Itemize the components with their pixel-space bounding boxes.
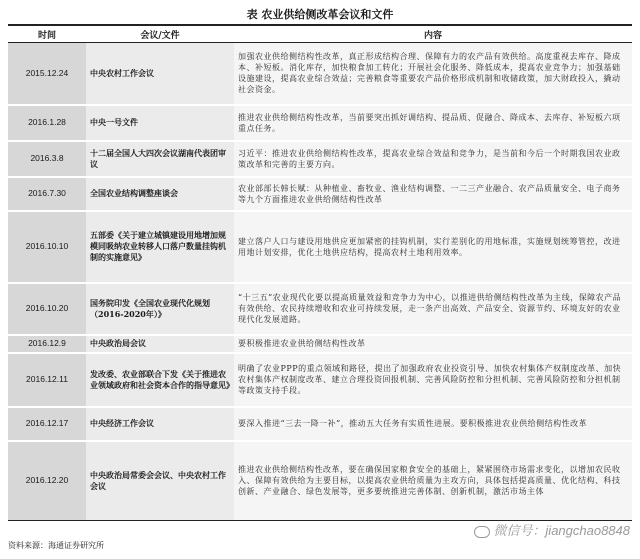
table-row [8,105,632,141]
content-cell: “十三五”农业现代化要以提高质量效益和竞争力为中心，以推进供给侧结构性改革为主线，保障农产品有效供给、农民持续增收和农业可持续发展，走一条产出高效、产品安全、资源节约、环境友好的农业现代化发展道路。 [234,283,632,335]
source-note: 资料来源：海通证券研究所 [8,541,104,550]
date-cell: 2016.1.28 [8,105,86,141]
meeting-cell: 国务院印发《全国农业现代化规划（2016-2020年）》 [86,283,234,335]
content-cell: 明确了农业PPP的重点领域和路径，提出了加强政府农业投资引导、加快农村集体产权制度改革、加快农村集体产权制度改革、建立合理投资回报机制、完善风险防控和分担机制、完善风险防控和分担机制等政策支持手段。 [234,353,632,407]
wechat-icon [474,526,490,538]
meeting-cell: 中央农村工作会议 [86,43,234,105]
table-title: 表 农业供给侧改革会议和文件 [246,8,394,21]
watermark [474,520,630,539]
date-cell: 2015.12.24 [8,43,86,105]
table-row [8,441,632,521]
content-cell: 要积极推进农业供给侧结构性改革 [234,335,632,353]
date-cell: 2016.12.9 [8,335,86,353]
content-cell: 习近平：推进农业供给侧结构性改革，提高农业综合效益和竞争力，是当前和今后一个时期我国农业政策改革和完善的主要方向。 [234,141,632,177]
header-date: 时间 [8,25,86,43]
header-meeting: 会议/文件 [86,25,234,43]
watermark-text: 微信号：jiangchao8848 [493,523,630,538]
table-row [8,211,632,283]
meeting-cell: 全国农业结构调整座谈会 [86,177,234,211]
meeting-cell: 五部委《关于建立城镇建设用地增加规模同吸纳农业转移人口落户数量挂钩机制的实施意见》 [86,211,234,283]
meeting-cell: 十二届全国人大四次会议湖南代表团审议 [86,141,234,177]
header-row [8,25,632,43]
header-content: 内容 [234,25,632,43]
date-cell: 2016.12.11 [8,353,86,407]
meeting-cell: 中央经济工作会议 [86,407,234,441]
policy-table [8,24,632,521]
meeting-cell: 中央政治局会议 [86,335,234,353]
document [8,6,632,521]
table-row [8,353,632,407]
content-cell: 加强农业供给侧结构性改革，真正形成结构合理、保障有力的农产品有效供给。高度重视去库存、降成本、补短板。消化库存，加快粮食加工转化；开展社会化服务、降低成本，提高农业竞争力；加强基础设施建设，提高农业综合效益；完善粮食等重要农产品价格形成机制和收储政策，加大财政投入，撬动社会资金。 [234,43,632,105]
content-cell: 推进农业供给侧结构性改革，当前要突出抓好调结构、提品质、促融合、降成本、去库存、补短板六项重点任务。 [234,105,632,141]
content-cell: 农业部部长韩长赋：从种植业、畜牧业、渔业结构调整、一二三产业融合、农产品质量安全、电子商务等九个方面推进农业供给侧结构性改革 [234,177,632,211]
date-cell: 2016.10.10 [8,211,86,283]
date-cell: 2016.3.8 [8,141,86,177]
date-cell: 2016.7.30 [8,177,86,211]
content-cell: 推进农业供给侧结构性改革，要在确保国家粮食安全的基础上，紧紧围绕市场需求变化，以增加农民收入、保障有效供给为主要目标，以提高农业供给质量为主攻方向，具体包括提高质量、优化结构、科技创新、产业融合、绿色发展等，更多要统推进完善体制、创新机制，激活市场主体 [234,441,632,521]
table-row [8,335,632,353]
table-row [8,43,632,105]
content-cell: 要深入推进“三去一降一补”，推动五大任务有实质性进展。要积极推进农业供给侧结构性改革 [234,407,632,441]
meeting-cell: 发改委、农业部联合下发《关于推进农业领域政府和社会资本合作的指导意见》 [86,353,234,407]
meeting-cell: 中央一号文件 [86,105,234,141]
table-row [8,177,632,211]
meeting-cell: 中央政治局常委会会议、中央农村工作会议 [86,441,234,521]
table-row [8,407,632,441]
date-cell: 2016.12.17 [8,407,86,441]
table-row [8,283,632,335]
date-cell: 2016.10.20 [8,283,86,335]
content-cell: 建立落户人口与建设用地供应更加紧密的挂钩机制，实行差别化的用地标准，实施规划统筹管控，改进用地计划安排，优化土地供应结构，提高农村土地利用效率。 [234,211,632,283]
date-cell: 2016.12.20 [8,441,86,521]
table-row [8,141,632,177]
